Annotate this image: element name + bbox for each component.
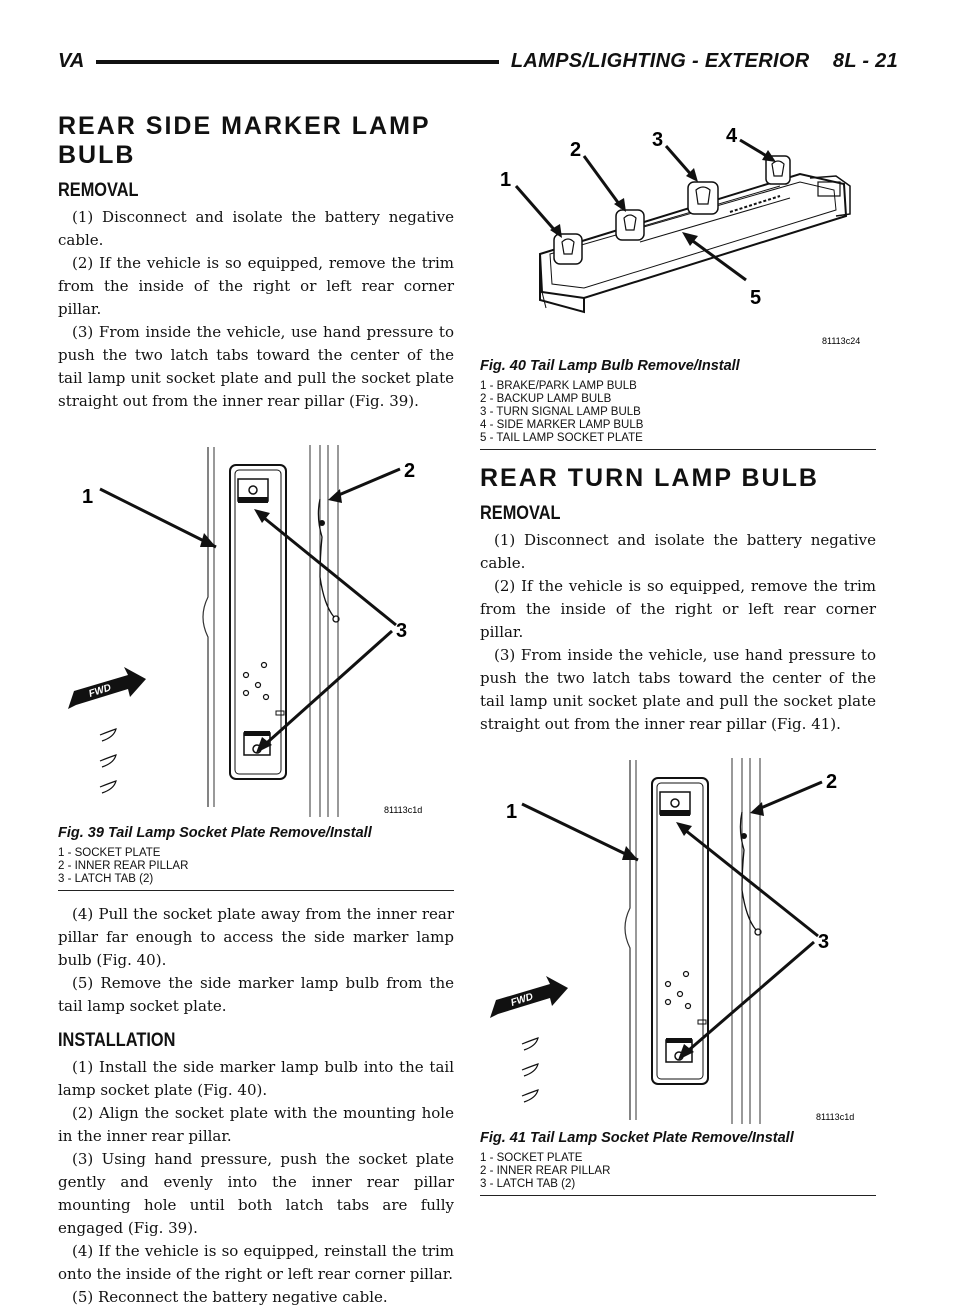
fig41-code: 81113c1d bbox=[816, 1112, 855, 1122]
turn-removal-step-1: (1) Disconnect and isolate the battery negative cable. bbox=[480, 531, 876, 572]
fig39-callout-2: 2 bbox=[404, 460, 416, 482]
install-step-1: (1) Install the side marker lamp bulb into the tail lamp socket plate (Fig. 40). bbox=[58, 1058, 454, 1099]
fig41-legend-3: 3 - LATCH TAB (2) bbox=[480, 1178, 576, 1190]
fig41-legend-1: 1 - SOCKET PLATE bbox=[480, 1152, 583, 1164]
section-title-turn-lamp: REAR TURN LAMP BULB bbox=[480, 464, 819, 492]
removal-step-4: (4) Pull the socket plate away from the inner rear pillar far enough to access the side marker lamp bulb (Fig. 40). bbox=[58, 905, 454, 969]
fig40-legend-5: 5 - TAIL LAMP SOCKET PLATE bbox=[480, 432, 643, 444]
fig40-callout-1: 1 bbox=[500, 169, 512, 191]
fig39-legend-2: 2 - INNER REAR PILLAR bbox=[58, 860, 189, 872]
installation-heading: INSTALLATION bbox=[58, 1030, 176, 1051]
fig40-callout-2: 2 bbox=[570, 139, 582, 161]
fig41-callout-1: 1 bbox=[506, 801, 518, 823]
fig41-rule bbox=[480, 1195, 876, 1196]
fig39-callout-1: 1 bbox=[82, 486, 94, 508]
fig40-legend-3: 3 - TURN SIGNAL LAMP BULB bbox=[480, 406, 641, 418]
fig41-callout-2: 2 bbox=[826, 771, 838, 793]
right-column bbox=[480, 112, 876, 1208]
left-column bbox=[58, 108, 454, 1309]
fig39-fwd: FWD bbox=[87, 682, 113, 700]
fig39-code: 81113c1d bbox=[384, 805, 423, 815]
turn-removal-step-2: (2) If the vehicle is so equipped, remove the trim from the inside of the right or left rear corner pillar. bbox=[480, 577, 876, 641]
header-model: VA bbox=[58, 49, 85, 72]
install-step-3: (3) Using hand pressure, push the socket plate gently and evenly into the inner rear pillar mounting hole until both latch tabs are fully engaged (Fig. 39). bbox=[58, 1150, 454, 1237]
fig41-legend-2: 2 - INNER REAR PILLAR bbox=[480, 1165, 611, 1177]
removal-step-1: (1) Disconnect and isolate the battery negative cable. bbox=[58, 208, 454, 249]
fig41-caption: Fig. 41 Tail Lamp Socket Plate Remove/Install bbox=[480, 1130, 794, 1146]
removal-heading: REMOVAL bbox=[58, 180, 139, 201]
tail-lamp-bulb-illustration bbox=[480, 112, 876, 356]
fig40-code: 81113c24 bbox=[822, 336, 861, 346]
bulb-1 bbox=[554, 234, 582, 264]
socket-plate-illustration-2 bbox=[480, 748, 876, 1128]
fig40-legend-1: 1 - BRAKE/PARK LAMP BULB bbox=[480, 380, 637, 392]
page-header bbox=[58, 46, 898, 76]
fig41-fwd: FWD bbox=[509, 991, 535, 1009]
fig41-legend bbox=[480, 1152, 876, 1191]
fig39-rule bbox=[58, 890, 454, 891]
figure-41 bbox=[480, 748, 876, 1196]
removal-step-5: (5) Remove the side marker lamp bulb from the tail lamp socket plate. bbox=[58, 974, 454, 1015]
fig40-caption: Fig. 40 Tail Lamp Bulb Remove/Install bbox=[480, 358, 740, 374]
fig39-legend bbox=[58, 847, 454, 886]
section-title-side-marker: REAR SIDE MARKER LAMP BULB bbox=[58, 112, 431, 169]
removal-step-3: (3) From inside the vehicle, use hand pressure to push the two latch tabs toward the center of the tail lamp unit socket plate and pull the socket plate straight out from the inner rear pillar (Fig. 39). bbox=[58, 323, 454, 410]
fig40-callout-3: 3 bbox=[652, 129, 664, 151]
figure-39 bbox=[58, 427, 454, 891]
figure-40 bbox=[480, 112, 876, 450]
fig40-rule bbox=[480, 449, 876, 450]
header-rule bbox=[96, 60, 499, 64]
install-step-5: (5) Reconnect the battery negative cable. bbox=[72, 1288, 388, 1306]
removal-step-2: (2) If the vehicle is so equipped, remove the trim from the inside of the right or left rear corner pillar. bbox=[58, 254, 454, 318]
bulb-2 bbox=[616, 210, 644, 240]
turn-removal-heading: REMOVAL bbox=[480, 503, 561, 524]
fig39-legend-1: 1 - SOCKET PLATE bbox=[58, 847, 161, 859]
header-section: LAMPS/LIGHTING - EXTERIOR 8L - 21 bbox=[510, 49, 898, 72]
fig40-legend-4: 4 - SIDE MARKER LAMP BULB bbox=[480, 419, 644, 431]
fig41-callout-3: 3 bbox=[818, 931, 830, 953]
fig39-legend-3: 3 - LATCH TAB (2) bbox=[58, 873, 154, 885]
fig40-callout-4: 4 bbox=[726, 125, 738, 147]
fig40-callout-5: 5 bbox=[750, 287, 762, 309]
fig39-callout-3: 3 bbox=[396, 620, 408, 642]
fig40-legend bbox=[480, 380, 876, 445]
install-step-2: (2) Align the socket plate with the mounting hole in the inner rear pillar. bbox=[58, 1104, 454, 1145]
fig40-legend-2: 2 - BACKUP LAMP BULB bbox=[480, 393, 612, 405]
fig39-caption: Fig. 39 Tail Lamp Socket Plate Remove/Install bbox=[58, 825, 372, 841]
turn-removal-step-3: (3) From inside the vehicle, use hand pressure to push the two latch tabs toward the center of the tail lamp unit socket plate and pull the socket plate straight out from the inner rear pillar (Fig. 41). bbox=[480, 646, 876, 733]
socket-plate-illustration bbox=[58, 427, 454, 823]
bulb-3 bbox=[688, 182, 718, 214]
install-step-4: (4) If the vehicle is so equipped, reinstall the trim onto the inside of the right or left rear corner pillar. bbox=[58, 1242, 454, 1283]
